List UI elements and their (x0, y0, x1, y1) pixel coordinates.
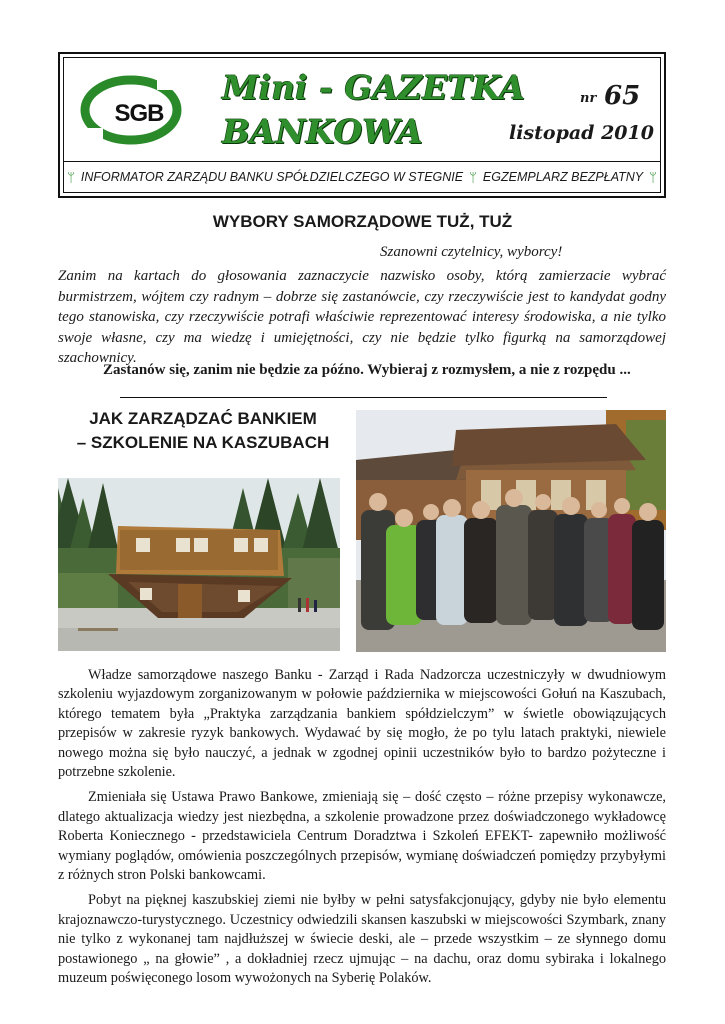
article2-paragraph: Pobyt na pięknej kaszubskiej ziemi nie byłby w pełni satysfakcjonujący, gdyby nie było elementu krajoznawczo-turystycznego. Uczestnicy odwiedzili skansen kaszubski w miejscowości Szymbark, znany nie tylko z wykonanej tam najdłuższej w świecie deski, ale – przede wszystkim – ze słynnego domu postawionego „ na głowie” , a dokładniej rzecz ujmując – na dachu, oraz domu sybiraka i lokalnego muzeum poświęconego losom wywożonych na Syberię Polaków. (58, 892, 666, 987)
article2-heading (58, 407, 348, 455)
tagline-right: EGZEMPLARZ BEZPŁATNY (482, 170, 644, 184)
article1-intro: Zanim na kartach do głosowania zaznaczycie nazwisko osoby, którą zamierzacie wybrać burmistrzem, wójtem czy radnym – dobrze się zastanówcie, czy rzeczywiście jest to kandydat godny tego stanowiska, czy rzeczywiście potrafi właściwie reprezentować interesy środowiska, a nie tylko swoje własne, czy ma wiedzę i umiejętności, czy nie będzie tylko figurką na samorządowej szachownicy. (58, 268, 666, 366)
photo-upside-down-house (58, 478, 340, 651)
article1-heading: WYBORY SAMORZĄDOWE TUŻ, TUŻ (212, 212, 513, 231)
issue-prefix: nr (580, 91, 597, 106)
tagline-separator-icon: ᛘ (67, 169, 75, 185)
article2-heading-line1: JAK ZARZĄDZAĆ BANKIEM (89, 409, 317, 428)
section-divider (120, 397, 607, 398)
issue-number: 65 (604, 81, 641, 111)
masthead-title-line1: Mini - GAZETKA (222, 68, 525, 107)
article1-motto: Zastanów się, zanim nie będzie za późno. Wybieraj z rozmysłem, a nie z rozpędu ... (103, 362, 631, 378)
tagline-bar (64, 161, 660, 192)
photo-group-of-participants (356, 410, 666, 652)
masthead-title-line2: BANKOWA (222, 112, 423, 151)
article2-paragraph: Zmieniała się Ustawa Prawo Bankowe, zmieniają się – dość często – różne przepisy wykonawcze, dlatego aktualizacja wiedzy jest niezbędna, a szkolenie prowadzone przez doświadczonego wykładowcę Roberta Koniecznego - przedstawiciela Centrum Doradztwa i Szkoleń EFEKT- zapewniło możliwość wymiany poglądów, omówienia poszczególnych przepisów, wymianę doświadczeń pomiędzy przybyłymi z różnych stron Polski bankowcami. (58, 789, 666, 884)
masthead (58, 52, 666, 198)
tagline-separator-icon: ᛘ (649, 169, 657, 185)
article1-greeting: Szanowni czytelnicy, wyborcy! (380, 244, 563, 260)
article2-paragraph: Władze samorządowe naszego Banku - Zarząd i Rada Nadzorcza uczestniczyły w dwudniowym szkoleniu wyjazdowym zorganizowanym w połowie października w miejscowości Gołuń na Kaszubach, którego tematem była „Praktyka zarządzania bankiem spółdzielczym” w świetle obowiązujących przepisów w zakresie ryzyk bankowych. Wydawać by się mogło, że po tylu latach praktyki, niewiele nowego można się było nauczyć, a jednak w zgodnej opinii uczestników było to bardzo pożyteczne i potrzebne szkolenie. (58, 667, 666, 781)
logo-text: SGB (114, 100, 164, 127)
sgb-logo (79, 66, 183, 150)
masthead-inner-frame (63, 57, 661, 193)
tagline-separator-icon: ᛘ (469, 169, 477, 185)
issue-date: listopad 2010 (509, 122, 654, 144)
article2-heading-line2: – SZKOLENIE NA KASZUBACH (76, 433, 330, 452)
article2-body (58, 666, 666, 995)
tagline-left: INFORMATOR ZARZĄDU BANKU SPÓŁDZIELCZEGO W STEGNIE (80, 170, 464, 184)
